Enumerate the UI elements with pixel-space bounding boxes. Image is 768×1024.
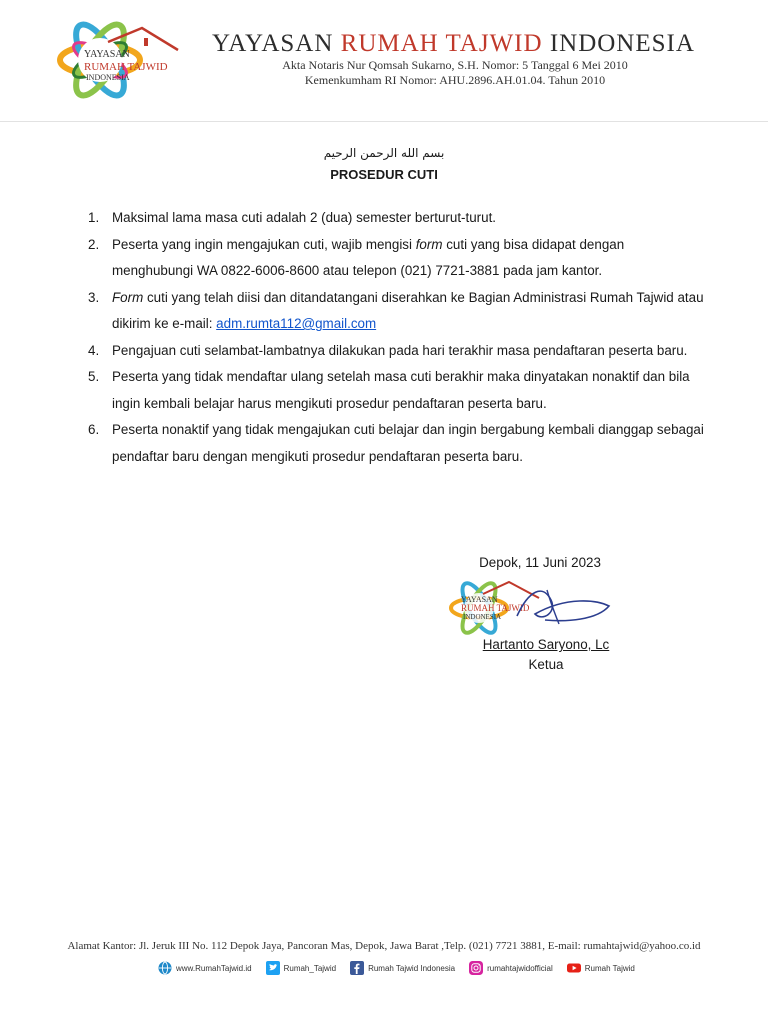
ministry-registration-line: Kemenkumham RI Nomor: AHU.2896.AH.01.04. Tahun 2010 <box>304 73 606 87</box>
svg-text:YAYASAN: YAYASAN <box>461 595 498 604</box>
instagram-icon <box>469 961 483 975</box>
social-facebook[interactable] <box>350 961 455 975</box>
item-number: 5. <box>88 369 100 384</box>
social-youtube[interactable] <box>567 961 635 975</box>
document-title: PROSEDUR CUTI <box>330 167 438 182</box>
signer-role: Ketua <box>528 657 564 672</box>
item-text: cuti yang telah diisi dan ditandatangani diserahkan ke Bagian Administrasi Rumah Tajwid atau dikirim ke e-mail: <box>112 289 704 331</box>
item-text: Pengajuan cuti selambat-lambatnya dilakukan pada hari terakhir masa pendaftaran peserta baru. <box>112 342 688 358</box>
globe-icon <box>158 961 172 975</box>
foundation-logo <box>48 10 188 110</box>
facebook-icon <box>350 961 364 975</box>
item-text: Peserta nonaktif yang tidak mengajukan cuti belajar dan ingin bergabung kembali dianggap sebagai pendaftar baru dengan mengikuti prosedur pendaftaran peserta baru. <box>112 422 704 464</box>
letterhead <box>0 0 768 122</box>
youtube-icon <box>567 961 581 975</box>
list-item <box>88 232 708 285</box>
item-number: 6. <box>88 422 100 437</box>
twitter-icon <box>266 961 280 975</box>
social-instagram[interactable] <box>469 961 553 975</box>
item-number: 1. <box>88 210 100 225</box>
stamp-and-signature <box>447 570 617 642</box>
social-twitter[interactable] <box>266 961 336 975</box>
social-label: Rumah Tajwid <box>584 963 635 973</box>
header-divider <box>0 121 768 122</box>
list-item <box>88 338 708 365</box>
list-item <box>88 364 708 417</box>
svg-text:INDONESIA: INDONESIA <box>463 613 502 621</box>
svg-text:RUMAH TAJWID: RUMAH TAJWID <box>84 61 168 73</box>
item-text: cuti yang bisa didapat dengan menghubungi WA 0822-6006-8600 atau telepon (021) 7721-3881 pada jam kantor. <box>112 236 625 278</box>
item-text: Maksimal lama masa cuti adalah 2 (dua) semester berturut-turut. <box>112 210 497 225</box>
svg-text:INDONESIA: INDONESIA <box>86 73 130 82</box>
list-item <box>88 285 708 338</box>
organization-name: YAYASAN RUMAH TAJWID INDONESIA <box>212 30 695 57</box>
notary-deed-line: Akta Notaris Nur Qomsah Sukarno, S.H. Nomor: 5 Tanggal 6 Mei 2010 <box>282 58 628 72</box>
item-number: 2. <box>88 236 100 252</box>
social-label: rumahtajwidofficial <box>487 963 553 973</box>
place-and-date: Depok, 11 Juni 2023 <box>479 555 601 570</box>
signer-name: Hartanto Saryono, Lc <box>482 637 610 652</box>
social-website[interactable] <box>158 961 252 975</box>
item-number: 4. <box>88 342 100 358</box>
item-emphasis: form <box>415 236 443 252</box>
social-label: www.RumahTajwid.id <box>176 963 252 973</box>
item-number: 3. <box>88 289 100 305</box>
procedure-list <box>88 205 708 470</box>
list-item <box>88 205 708 232</box>
item-emphasis: Form <box>112 289 144 305</box>
social-label: Rumah Tajwid Indonesia <box>368 963 456 973</box>
bismillah: بسم الله الرحمن الرحيم <box>323 146 445 160</box>
list-item <box>88 417 708 470</box>
social-links <box>158 959 635 977</box>
social-label: Rumah_Tajwid <box>283 963 337 973</box>
item-text: Peserta yang ingin mengajukan cuti, wajib mengisi <box>112 236 416 252</box>
svg-text:YAYASAN: YAYASAN <box>84 49 130 60</box>
svg-text:RUMAH TAJWID: RUMAH TAJWID <box>461 603 530 613</box>
email-link[interactable]: adm.rumta112@gmail.com <box>216 316 377 331</box>
office-address: Alamat Kantor: Jl. Jeruk III No. 112 Depok Jaya, Pancoran Mas, Depok, Jawa Barat ,Telp. (021) 7721 3881, E-mail: rumahtajwid@yahoo.co.id <box>67 940 701 952</box>
item-text: Peserta yang tidak mendaftar ulang setelah masa cuti berakhir maka dinyatakan nonaktif dan bila ingin kembali belajar harus mengikuti prosedur pendaftaran peserta baru. <box>112 369 690 411</box>
